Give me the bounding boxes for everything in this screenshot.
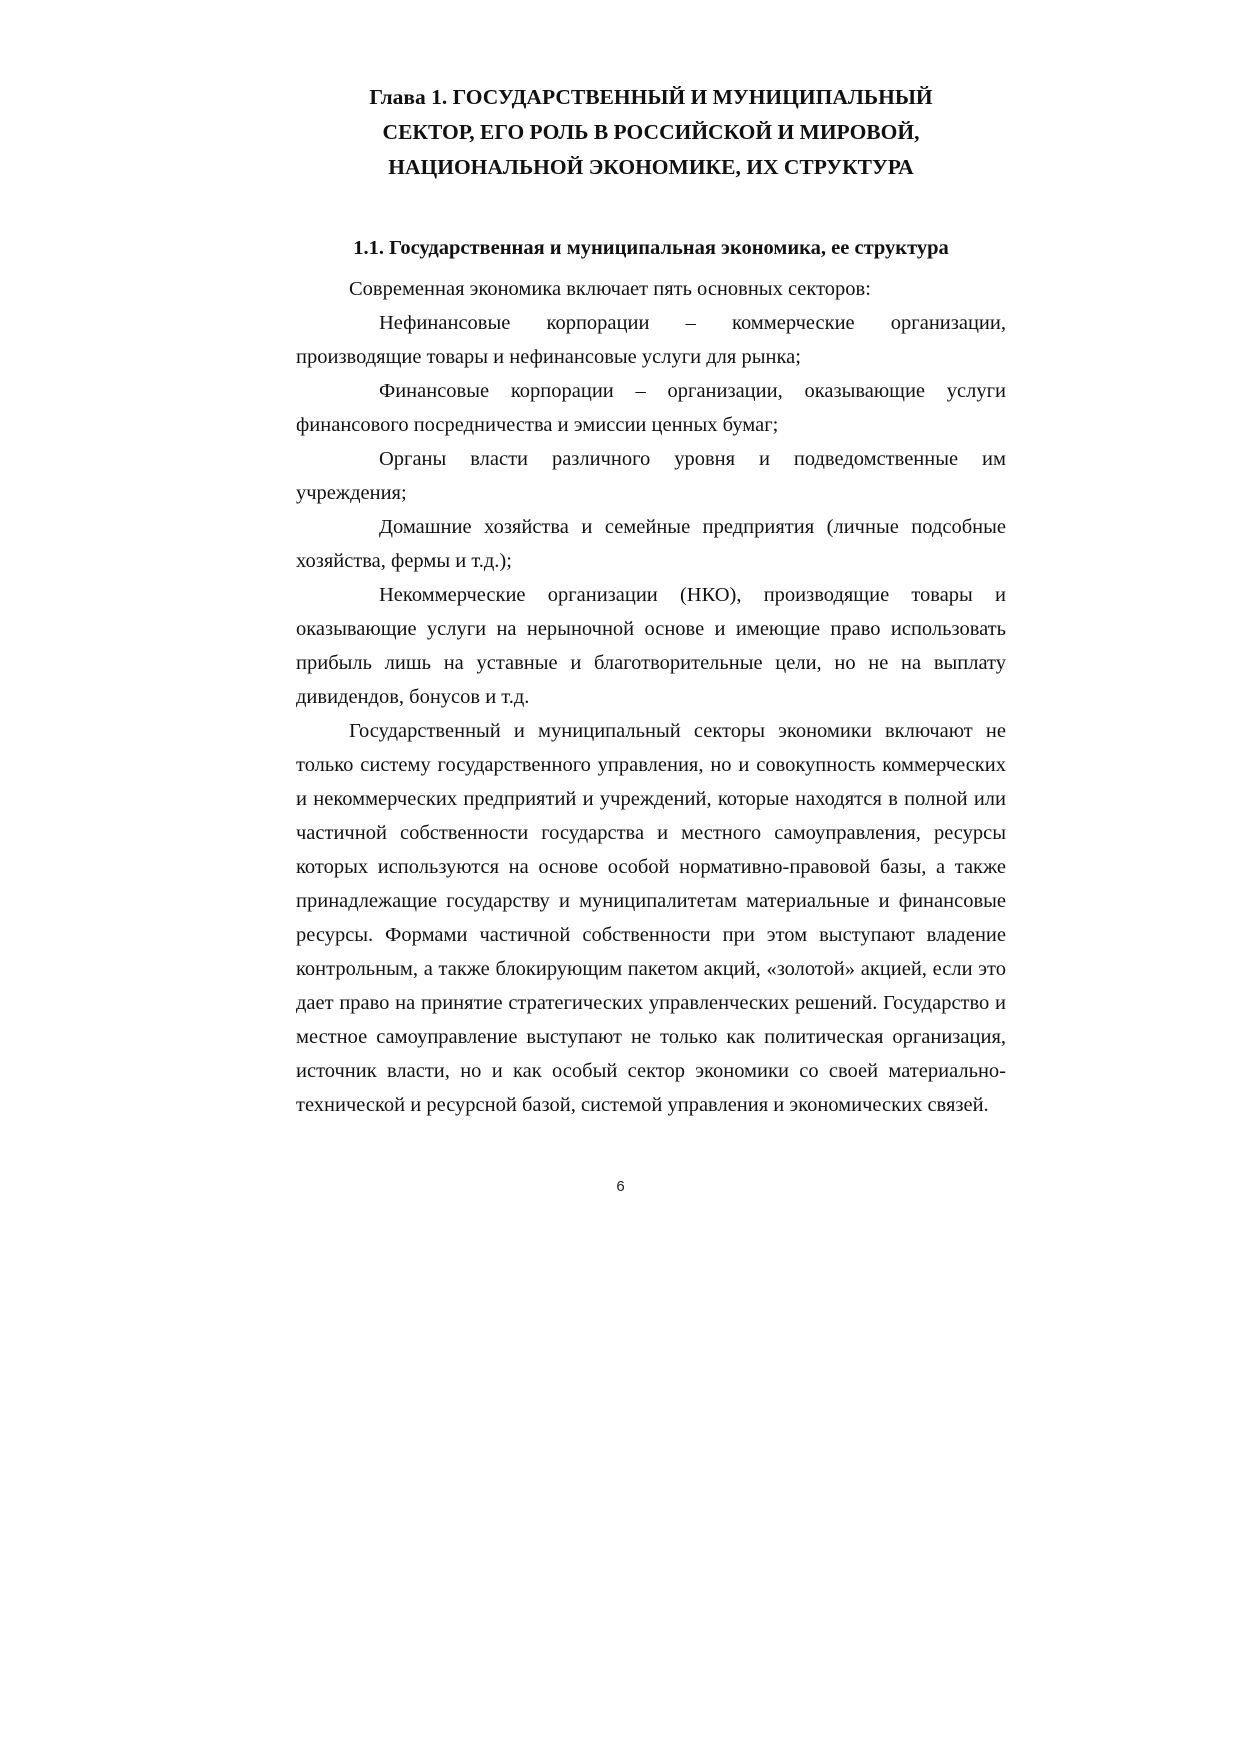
page-number: 6 bbox=[616, 1178, 625, 1195]
sector-item: Органы власти различного уровня и подведомственные им учреждения; bbox=[296, 448, 1006, 504]
document-page bbox=[296, 80, 1006, 1122]
main-paragraph: Государственный и муниципальный секторы экономики включают не только систему государственного управления, но и совокупность коммерческих и некоммерческих предприятий и учреждений, которые находятся в полной или частичной собственности государства и местного самоуправления, ресурсы которых используются на основе особой нормативно-правовой базы, а также принадлежащие государству и муниципалитетам материальные и финансовые ресурсы. Формами частичной собственности при этом выступают владение контрольным, а также блокирующим пакетом акций, «золотой» акцией, если это дает право на принятие стратегических управленческих решений. Государство и местное самоуправление выступают не только как политическая организация, источник власти, но и как особый сектор экономики со своей материально-технической и ресурсной базой, системой управления и экономических связей. bbox=[296, 720, 1006, 1116]
sector-item: Финансовые корпорации – организации, оказывающие услуги финансового посредничества и эмиссии ценных бумаг; bbox=[296, 380, 1006, 436]
chapter-title bbox=[296, 80, 1006, 185]
chapter-title-line: СЕКТОР, ЕГО РОЛЬ В РОССИЙСКОЙ И МИРОВОЙ, bbox=[382, 120, 920, 144]
chapter-title-line: Глава 1. ГОСУДАРСТВЕННЫЙ И МУНИЦИПАЛЬНЫЙ bbox=[369, 85, 933, 109]
section-title: 1.1. Государственная и муниципальная экономика, ее структура bbox=[353, 237, 949, 259]
sector-item: Некоммерческие организации (НКО), производящие товары и оказывающие услуги на нерыночной основе и имеющие право использовать прибыль лишь на уставные и благотворительные цели, но не на выплату дивидендов, бонусов и т.д. bbox=[296, 584, 1006, 708]
chapter-title-line: НАЦИОНАЛЬНОЙ ЭКОНОМИКЕ, ИХ СТРУКТУРА bbox=[388, 155, 914, 179]
sector-item: Домашние хозяйства и семейные предприятия (личные подсобные хозяйства, фермы и т.д.); bbox=[296, 516, 1006, 572]
sector-item: Нефинансовые корпорации – коммерческие организации, производящие товары и нефинансовые услуги для рынка; bbox=[296, 312, 1006, 368]
intro-paragraph: Современная экономика включает пять основных секторов: bbox=[349, 278, 871, 300]
